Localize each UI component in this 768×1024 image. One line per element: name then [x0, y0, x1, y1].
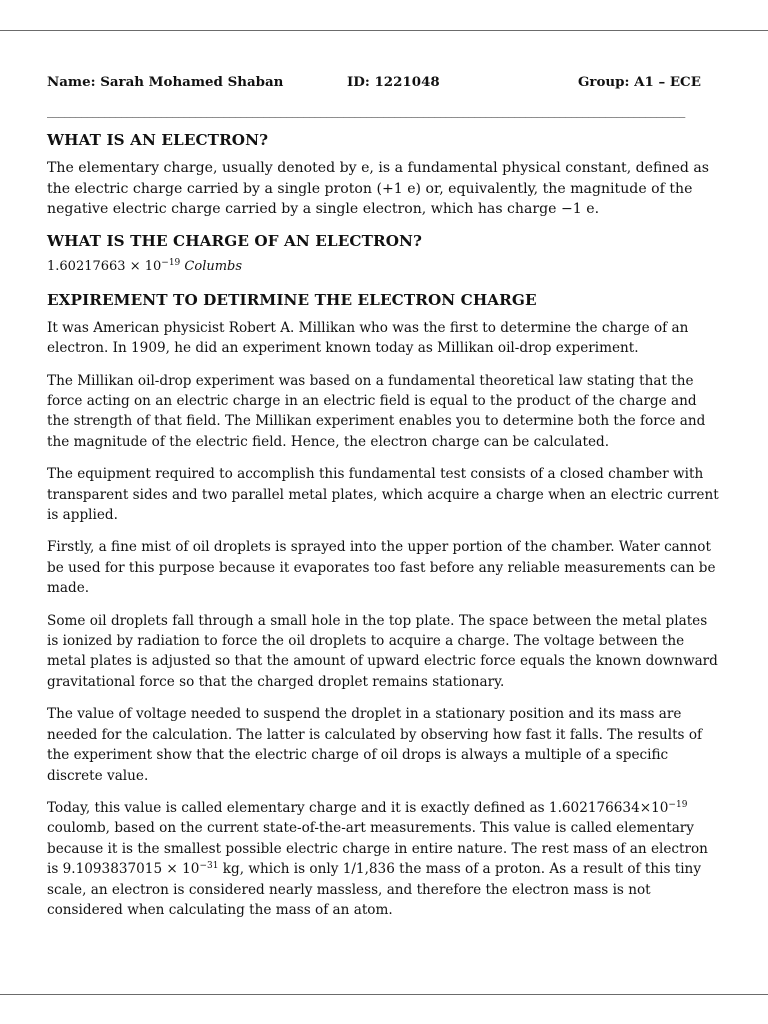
formula-exponent: −19	[161, 257, 181, 268]
electron-charge-formula	[47, 259, 719, 279]
bottom-rule	[0, 994, 768, 995]
student-group: Group: A1 – ECE	[578, 74, 701, 90]
exponent-2: −31	[199, 861, 219, 872]
paragraph-oil-mist: Firstly, a fine mist of oil droplets is sprayed into the upper portion of the chamber. Water cannot be used for this purpose because it evaporates too fast before any reliable measurements can be made.	[47, 539, 716, 597]
paragraph-equipment: The equipment required to accomplish this fundamental test consists of a closed chamber with transparent sides and two parallel metal plates, which acquire a charge when an electric current is applied.	[47, 466, 719, 524]
document-body	[47, 74, 719, 932]
paragraph-voltage-mass: The value of voltage needed to suspend the droplet in a stationary position and its mass are needed for the calculation. The latter is calculated by observing how fast it falls. The results of the experiment show that the electric charge of oil drops is always a multiple of a specific discrete value.	[47, 706, 703, 784]
header-row	[47, 74, 719, 96]
paragraph-oil-drop-law: The Millikan oil-drop experiment was based on a fundamental theoretical law stating that the force acting on an electric charge in an electric field is equal to the product of the charge and the strength of that field. The Millikan experiment enables you to determine both the force and the magnitude of the electric field. Hence, the electron charge can be calculated.	[47, 372, 706, 450]
paragraph-elementary-value	[47, 798, 719, 920]
student-id: ID: 1221048	[347, 74, 440, 90]
text-part-2: coulomb, based on the current state-of-the-art measurements. This value is called elementary because it is the smallest possible electric charge in entire nature. The rest mass of an electron is 9.1093837015 × 10	[47, 820, 708, 878]
text-part-3: kg, which is only 1/1,836 the mass of a proton. As a result of this tiny scale, an electron is considered nearly massless, and therefore the electron mass is not considered when calculating the mass of an atom.	[47, 861, 701, 918]
exponent-1: −19	[668, 799, 688, 810]
formula-unit: Columbs	[184, 258, 243, 274]
text-part-1: Today, this value is called elementary charge and it is exactly defined as 1.602176634×10	[47, 799, 669, 816]
divider-line: ________________________________________________________________________________________________________________	[47, 103, 685, 118]
paragraph-droplets-ionized: Some oil droplets fall through a small hole in the top plate. The space between the metal plates is ionized by radiation to force the oil droplets to acquire a charge. The voltage between the metal plates is adjusted so that the amount of upward electric force equals the known downward gravitational force so that the charged droplet remains stationary.	[47, 612, 718, 690]
section-heading-charge: WHAT IS THE CHARGE OF AN ELECTRON?	[47, 231, 423, 250]
student-name: Name: Sarah Mohamed Shaban	[47, 74, 284, 90]
section-heading-electron: WHAT IS AN ELECTRON?	[47, 131, 269, 149]
paragraph-millikan-intro: It was American physicist Robert A. Millikan who was the first to determine the charge of an electron. In 1909, he did an experiment known today as Millikan oil-drop experiment.	[47, 319, 689, 357]
paragraph-elementary-charge: The elementary charge, usually denoted by e, is a fundamental physical constant, defined as the electric charge carried by a single proton (+1 e) or, equivalently, the magnitude of the negative electric charge carried by a single electron, which has charge −1 e.	[47, 160, 709, 218]
section-heading-experiment: EXPIREMENT TO DETIRMINE THE ELECTRON CHARGE	[47, 290, 537, 309]
formula-mantissa: 1.60217663 × 10	[47, 258, 162, 274]
top-rule	[0, 30, 768, 31]
